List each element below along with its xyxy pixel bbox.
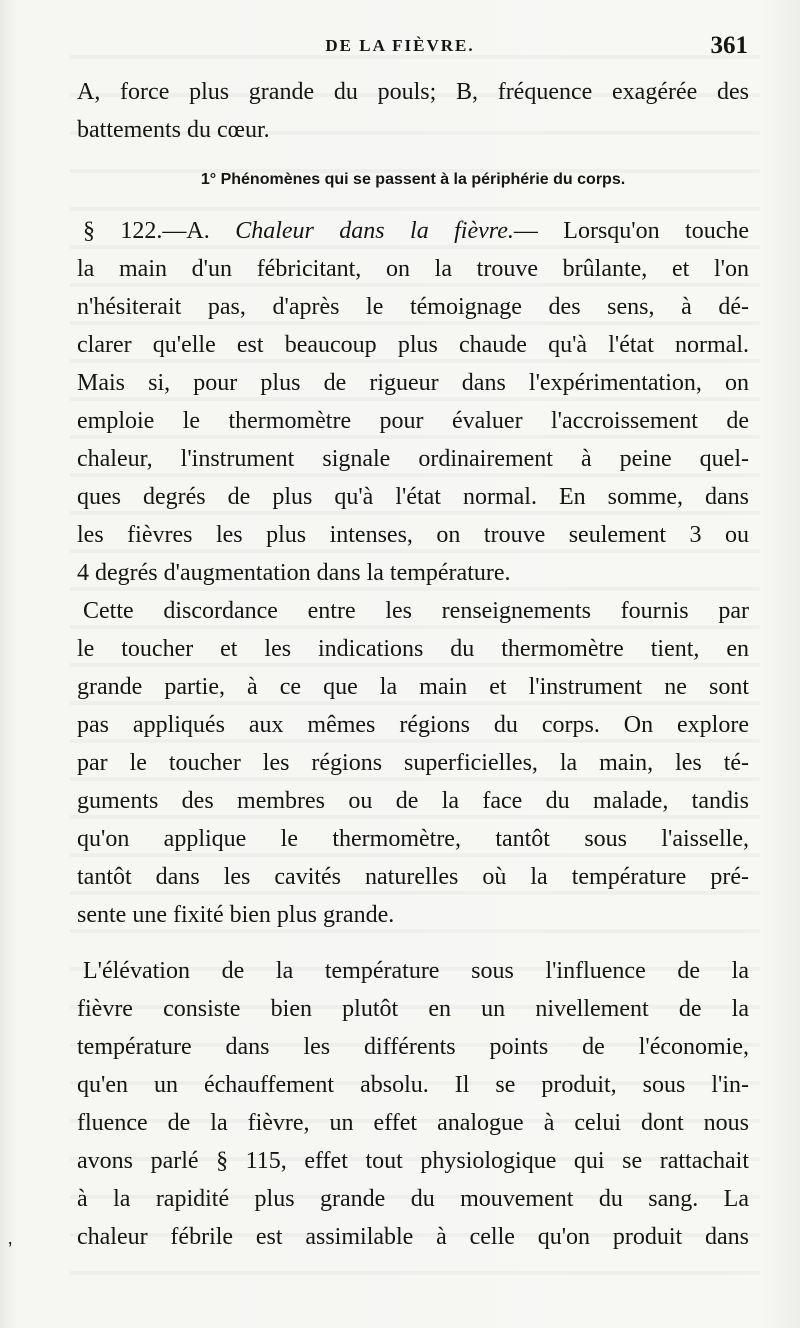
paragraph-line: avons parlé § 115, effet tout physiologique qui se rattachait [77,1148,749,1174]
running-title: DE LA FIÈVRE. [325,36,475,55]
intro-line: A, force plus grande du pouls; B, fréquence exagérée des [77,79,749,105]
paragraph-line: grande partie, à ce que la main et l'instrument ne sont [77,674,749,700]
paragraph-line: sente une fixité bien plus grande. [77,902,395,928]
page-number: 361 [710,32,748,59]
paragraph-line: la main d'un fébricitant, on la trouve brûlante, et l'on [77,256,749,282]
paragraph-line: L'élévation de la température sous l'influence de la [83,958,749,984]
paragraph-line: guments des membres ou de la face du malade, tandis [77,788,749,814]
paragraph-line: chaleur fébrile est assimilable à celle qu'on produit dans [77,1224,749,1250]
paragraph-line: 4 degrés d'augmentation dans la température. [77,560,511,586]
paragraph-line: chaleur, l'instrument signale ordinairement à peine quel- [77,446,749,472]
intro-line: battements du cœur. [77,117,270,143]
stray-ink-mark: ʼ [8,1240,13,1262]
section-letter: A. [186,218,210,244]
section-title: Chaleur dans la fièvre. [235,218,514,244]
page-text [77,73,749,1256]
paragraph-line: n'hésiterait pas, d'après le témoignage des sens, à dé- [77,294,749,320]
paragraph-line: Cette discordance entre les renseignements fournis par [83,598,749,624]
section-dash: — [513,218,538,244]
paragraph-line: température dans les différents points de l'économie, [77,1034,749,1060]
first-line-rest: Lorsqu'on touche [563,218,750,244]
paragraph-line: fluence de la fièvre, un effet analogue à celui dont nous [77,1110,749,1136]
paragraph-line: le toucher et les indications du thermomètre tient, en [77,636,749,662]
paragraph-gap [77,934,749,952]
paragraph-line: fièvre consiste bien plutôt en un nivellement de la [77,996,749,1022]
paragraph-line: qu'en un échauffement absolu. Il se produit, sous l'in- [77,1072,749,1098]
paragraph-line: pas appliqués aux mêmes régions du corps. On explore [77,712,749,738]
paragraph-line: emploie le thermomètre pour évaluer l'accroissement de [77,408,749,434]
section-heading: 1° Phénomènes qui se passent à la périphérie du corps. [200,171,626,188]
paragraph-line: ques degrés de plus qu'à l'état normal. En somme, dans [77,484,749,510]
paragraph-line: les fièvres les plus intenses, on trouve seulement 3 ou [77,522,749,548]
running-head [0,32,800,66]
paragraph-122-first-line [77,212,749,250]
paragraph-line: à la rapidité plus grande du mouvement du sang. La [77,1186,749,1212]
paragraph-line: par le toucher les régions superficielles, la main, les té- [77,750,749,776]
paragraph-line: Mais si, pour plus de rigueur dans l'expérimentation, on [77,370,749,396]
section-number: § 122.— [83,218,187,244]
paragraph-line: qu'on applique le thermomètre, tantôt sous l'aisselle, [77,826,749,852]
paragraph-line: tantôt dans les cavités naturelles où la température pré- [77,864,749,890]
paragraph-line: clarer qu'elle est beaucoup plus chaude qu'à l'état normal. [77,332,749,358]
